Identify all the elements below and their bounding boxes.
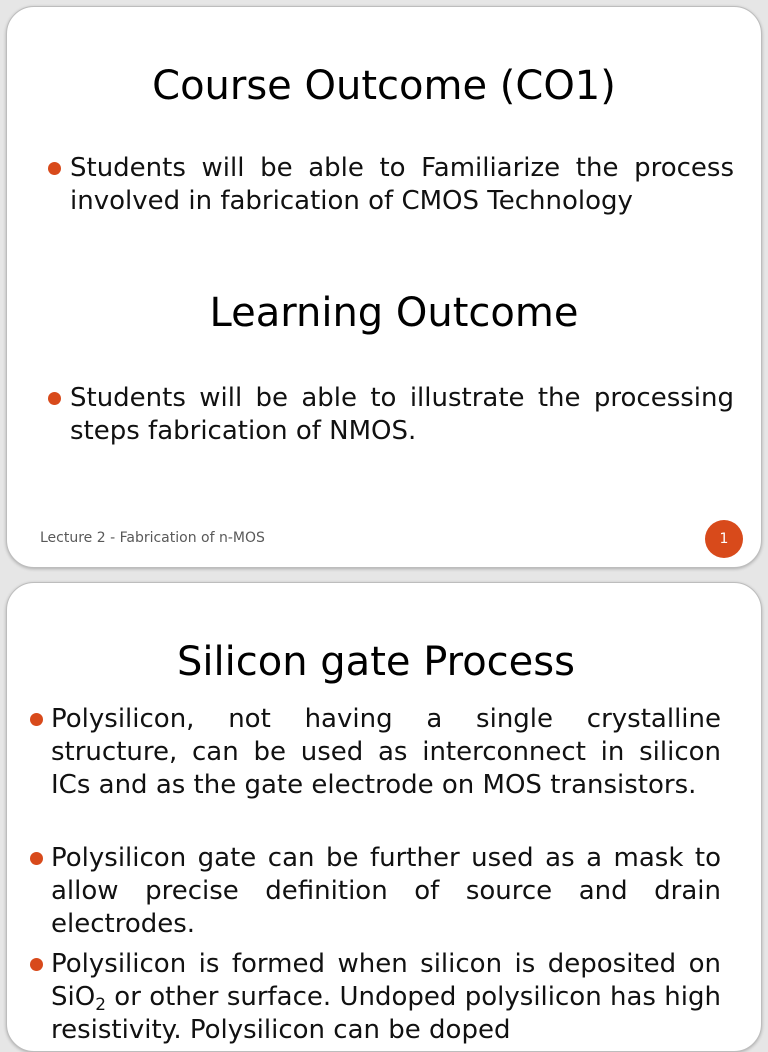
slide-2	[6, 582, 762, 1052]
slide-footer: Lecture 2 - Fabrication of n-MOS	[40, 530, 265, 546]
bullet-text: Students will be able to illustrate the processing steps fabrication of NMOS.	[70, 383, 734, 446]
bullet-dot-icon	[48, 162, 61, 175]
bullet-dot-icon	[48, 392, 61, 405]
learning-outcome-bullet	[70, 382, 734, 448]
bullet-text: Polysilicon gate can be further used as a mask to allow precise definition of source and drain electrodes.	[51, 843, 721, 939]
bullet-dot-icon	[30, 713, 43, 726]
bullet-text: Polysilicon, not having a single crystalline structure, can be used as interconnect in silicon ICs and as the gate electrode on MOS transistors.	[51, 704, 721, 800]
bullet-dot-icon	[30, 852, 43, 865]
slide-title: Silicon gate Process	[177, 639, 575, 685]
bullet-text: Students will be able to Familiarize the process involved in fabrication of CMOS Technology	[70, 153, 734, 216]
list-item	[51, 948, 721, 1047]
bullet-text-part: or other surface. Undoped polysilicon has high resistivity. Polysilicon can be doped	[51, 982, 721, 1045]
slide-1	[6, 6, 762, 568]
page-number-badge: 1	[705, 520, 743, 558]
course-outcome-bullet	[70, 152, 734, 218]
bullet-text-part: Polysilicon is formed when silicon is deposited on SiO	[51, 949, 721, 1012]
list-item	[51, 703, 721, 802]
bullet-dot-icon	[30, 958, 43, 971]
slide-title: Course Outcome (CO1)	[152, 63, 616, 109]
learning-outcome-heading: Learning Outcome	[209, 290, 579, 336]
subscript-text: 2	[95, 994, 106, 1015]
bullet-text	[51, 948, 721, 1047]
list-item	[51, 842, 721, 941]
